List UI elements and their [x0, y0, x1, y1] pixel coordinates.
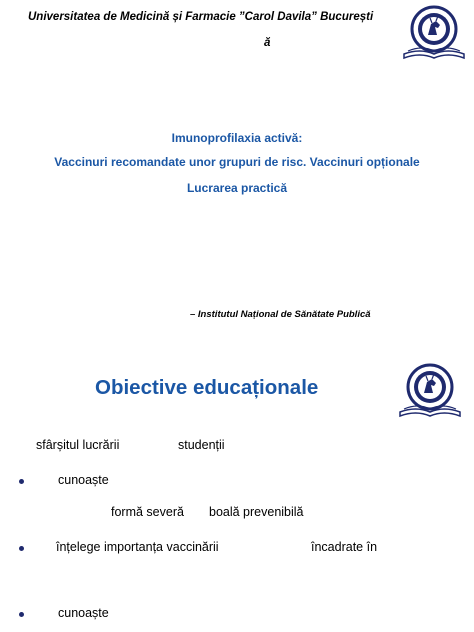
sub-1-text-b: boală prevenibilă [209, 505, 304, 519]
university-seal-icon [396, 362, 464, 420]
bullet-3-text: cunoaște [58, 606, 109, 620]
slide-title-line-1: Imunoprofilaxia activă: [171, 131, 303, 145]
bullet-1-text: cunoaște [58, 473, 109, 487]
bullet-2-text-a: înțelege importanța vaccinării [56, 540, 219, 554]
intro-text-b: studenții [178, 438, 225, 452]
bullet-icon [19, 612, 24, 617]
sub-1-text-a: formă severă [111, 505, 184, 519]
university-name-suffix: ă [264, 37, 271, 49]
university-name: Universitatea de Medicină și Farmacie ”Carol Davila” București [28, 11, 374, 23]
bullet-2-text-b: încadrate în [311, 540, 378, 554]
slide-title-line-2: Vaccinuri recomandate unor grupuri de risc. Vaccinuri opționale [54, 155, 420, 169]
source-credit: – Institutul Național de Sănătate Publică [190, 309, 371, 320]
objectives-heading: Obiective educaționale [95, 376, 319, 399]
slide-title-line-3: Lucrarea practică [186, 181, 288, 195]
intro-text-a: sfârșitul lucrării [36, 438, 120, 452]
bullet-icon [19, 479, 24, 484]
bullet-icon [19, 546, 24, 551]
university-seal-icon [400, 4, 468, 62]
